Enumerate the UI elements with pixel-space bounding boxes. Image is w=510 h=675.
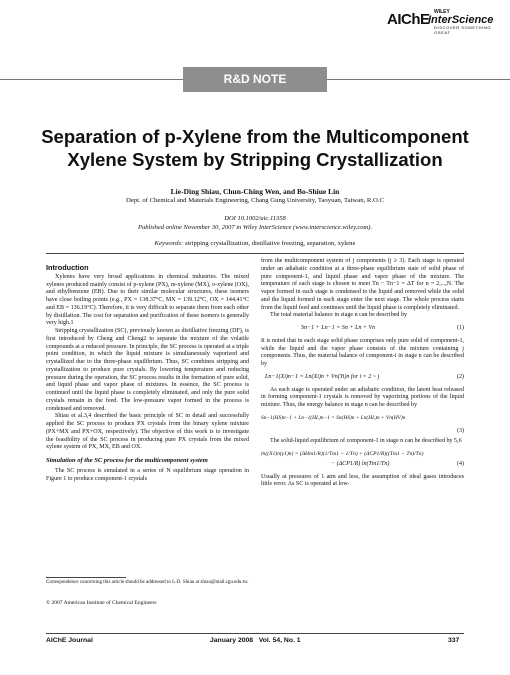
equation-4-cont [261,461,464,469]
footnote: Correspondence concerning this article should be addressed to L-D. Shiau at shiau@mail.cgu.edu.tw. [46,580,249,585]
paragraph: As each stage is operated under an adiabatic condition, the latent heat released in forming component-1 crystals is removed by vaporizing portions of the liquid mixture. Thus, the energy balance in stage n can be described by [261,386,464,408]
paragraph: The SC process is simulated in a series of N equilibrium stage operation in Figure 1 to produce component-1 crystals [46,468,249,482]
equation-1 [261,325,464,333]
paragraph: from the multicomponent system of j components (j ≥ 3). Each stage is operated under an adiabatic condition at a three-phase equilibrium state of solid phase of pure component-1, and liquid phase and vapor phase of the mixture. The temperature of each stage is chosen to meet Tn − Tn−1 = ΔT for n = 2,...,N. The vapor formed in each stage is condensed to the liquid and removed while the solid and the liquid formed in each stage enter the next stage. The whole process starts from the liquid feed and continues until the liquid phase is completely eliminated. [261,258,464,311]
paragraph: The total material balance in stage n can be described by [270,312,408,319]
interscience-logo-text: InterScience [428,14,494,26]
footer-journal: AIChE Journal [46,637,93,644]
simulation-heading: Simulation of the SC process for the multicomponent system [46,457,208,464]
keywords [0,240,510,247]
page-number: 337 [448,637,460,644]
equation-4-body: ln((X1)n(γ1)n) = (ΔHm1/R)(1/Tm1 − 1/Tn) + (ΔCP1/R)((Tm1 − Tn)/Tn) [261,451,424,457]
aiche-logo: AIChE [387,11,430,28]
equation-4 [261,451,464,459]
logo-tagline: DISCOVER SOMETHING GREAT [434,25,492,35]
equation-2-number: (2) [456,373,464,380]
equation-4-body-2: − (ΔCP1/R) ln(Tm1/Tn) [331,460,390,467]
article-title [0,125,510,171]
wiley-logo-text: WILEY [434,9,450,15]
equation-2 [261,374,464,382]
paragraph: Usually at pressures of 1 atm and less, the assumption of ideal gases introduces little error. As SC is operated at low- [261,473,464,488]
equation-2-body: Ln−1(Xi)n−1 = Ln(Xi)n + Vn(Yi)n for i = 2 ~ j [265,373,380,380]
copyright: © 2007 American Institute of Chemical Engineers [46,600,157,606]
equation-3-body: Sn−1(HS)n−1 + Ln−1(HL)n−1 = Sn(HS)n + Ln(HL)n + Vn(HV)n [261,414,406,421]
section-banner [0,67,510,93]
left-column [46,258,249,484]
footer-issue: January 2008 Vol. 54, No. 1 [210,637,301,644]
intro-heading: Introduction [46,263,89,272]
equation-1-body: Sn−1 + Ln−1 = Sn + Ln + Vn [301,325,376,331]
equation-1-number: (1) [456,325,464,331]
footnote-rule [46,577,126,578]
paragraph: The solid-liquid equilibrium of component-1 in stage n can be described by 5,6 [270,438,462,445]
paragraph: Xylenes have very broad applications in chemical industries. The mixed xylenes produced mainly consist of p-xylene (PX), m-xylene (MX), o-xylene (OX), and ethylbenzene (EB). Due to their similar molecular structures, these isomers have close boiling points (e.g., PX = 138.37°C, MX = 139.12°C, OX = 144.41°C and EB = 136.19°C). Therefore, it is very difficult to separate them from each other by distillation. The cost for separation and purification of these isomers is generally very high.1 [46,273,249,327]
title-line-1: Separation of p-Xylene from the Multicomponent [41,126,469,147]
wiley-interscience-logo [428,9,504,35]
paragraph: Stripping crystallization (SC), previously known as distillative freezing (DF), is first introduced by Cheng and Cheng2 to separate the mixture of the volatile compounds at a reduced pressure. In principle, the SC process is operated at a triple point condition, in which the liquid mixture is simultaneously vaporized and crystallized due to the three-phase equilibrium. Thus, SC combines stripping and crystallization to produce pure crystals. By lowering temperature and reducing pressure during the operation, the SC process results in the formation of pure solid, and liquid phase and vapor phase of mixtures. In essence, the SC process is continued until the liquid phase is completely eliminated, and only the pure solid crystals remain in the feed. The low-pressure vapor formed in the process is condensed and removed. [46,328,249,412]
authors: Lie-Ding Shiau, Chun-Ching Wen, and Bo-Shiue Lin [170,187,340,196]
publication-note: Published online November 30, 2007 in Wiley InterScience (www.interscience.wiley.com). [138,224,372,231]
footer-rule [46,633,464,634]
header-divider [46,253,464,254]
title-line-2: Xylene System by Stripping Crystallization [67,149,443,170]
equation-3-number: (3) [456,427,464,434]
equation-3 [261,415,464,423]
keywords-text: stripping crystallization, distillative freezing, separation, xylene [184,240,356,247]
doi[interactable]: DOI 10.1002/aic.11358 [224,215,286,222]
affiliation: Dept. of Chemical and Materials Engineering, Chang Gung University, Taoyuan, Taiwan, R.O.C [125,197,385,204]
section-label: R&D NOTE [183,67,327,92]
paragraph: Shiau et al.3,4 described the basic principle of SC in detail and successfully applied the SC process to produce PX crystals from the binary xylene mixture (PX+MX and PX+OX, respectively). The objective of this work is to investigate the feasibility of the SC process in producing pure PX crystals from the mixed xylene system of PX, MX, EB and OX. [46,413,249,451]
paragraph: It is noted that in each stage solid phase comprises only pure solid of component-1, while the liquid and the vapor phase consists of the mixture containing j components. Thus, the material balance of component-i in stage n can be described by [261,337,464,367]
keywords-label: Keywords: [154,240,184,247]
equation-4-number: (4) [456,460,464,467]
right-column [261,258,464,489]
